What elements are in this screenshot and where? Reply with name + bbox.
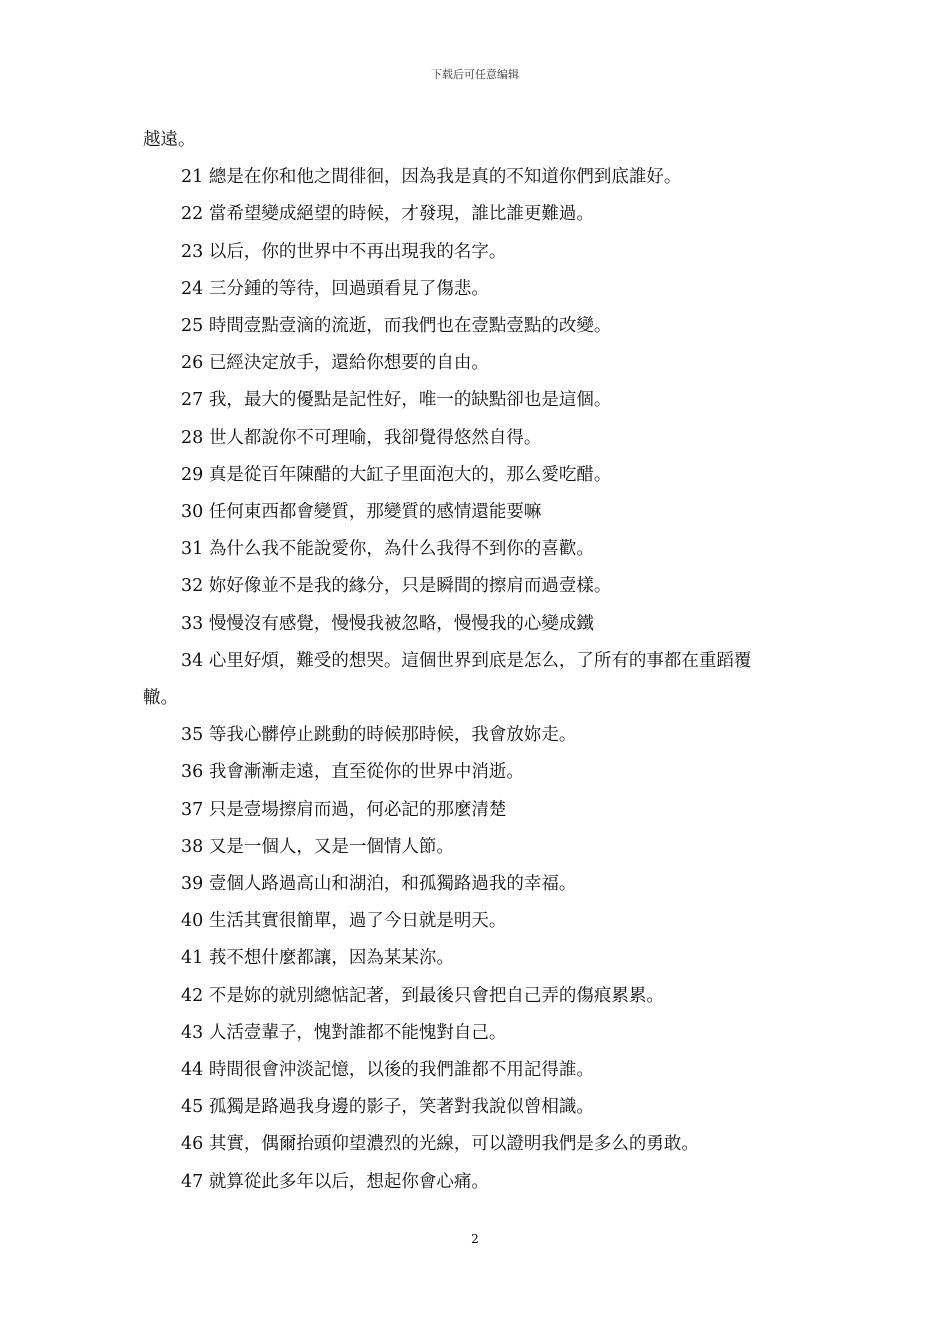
paragraph-line: 36 我會漸漸走遠，直至從你的世界中消逝。: [181, 762, 524, 783]
paragraph-line: 28 世人都說你不可理喻，我卻覺得悠然自得。: [181, 427, 542, 448]
paragraph-line: 47 就算從此多年以后，想起你會心痛。: [181, 1171, 489, 1192]
paragraph-line: 轍。: [143, 688, 178, 709]
paragraph-line: 46 其實，偶爾抬頭仰望濃烈的光線，可以證明我們是多么的勇敢。: [181, 1134, 699, 1155]
paragraph-line: 26 已經決定放手，還給你想要的自由。: [181, 353, 489, 374]
paragraph-line: 44 時間很會沖淡記憶，以後的我們誰都不用記得誰。: [181, 1060, 594, 1081]
paragraph-line: 32 妳好像並不是我的緣分，只是瞬間的擦肩而過壹樣。: [181, 576, 612, 597]
page-number: 2: [471, 1232, 479, 1246]
paragraph-line: 22 當希望變成絕望的時候，才發現，誰比誰更難過。: [181, 204, 594, 225]
paragraph-line: 45 孤獨是路過我身邊的影子，笑著對我說似曾相識。: [181, 1097, 594, 1118]
paragraph-line: 35 等我心髒停止跳動的時候那時候，我會放妳走。: [181, 725, 577, 746]
paragraph-line: 42 不是妳的就別總惦記著，到最後只會把自己弄的傷痕累累。: [181, 985, 664, 1006]
paragraph-line: 24 三分鍾的等待，回過頭看見了傷悲。: [181, 278, 489, 299]
page-header: 下载后可任意编辑: [431, 68, 519, 81]
paragraph-line: 30 任何東西都會變質，那變質的感情還能要嘛: [181, 502, 542, 523]
paragraph-line: 越遠。: [143, 130, 196, 150]
paragraph-line: 27 我，最大的優點是記性好，唯一的缺點卻也是這個。: [181, 390, 612, 411]
paragraph-line: 40 生活其實很簡單，過了今日就是明天。: [181, 911, 507, 932]
paragraph-line: 29 真是從百年陳醋的大缸子里面泡大的，那么愛吃醋。: [181, 464, 612, 485]
paragraph-line: 37 只是壹場擦肩而過，何必記的那麼清楚: [181, 799, 507, 820]
paragraph-line: 34 心里好煩，難受的想哭。這個世界到底是怎么，了所有的事都在重蹈覆: [181, 650, 752, 671]
paragraph-line: 33 慢慢沒有感覺，慢慢我被忽略，慢慢我的心變成鐵: [181, 613, 594, 634]
paragraph-line: 38 又是一個人，又是一個情人節。: [181, 836, 454, 857]
paragraph-line: 21 總是在你和他之間徘徊，因為我是真的不知道你們到底誰好。: [181, 167, 682, 188]
paragraph-line: 23 以后，你的世界中不再出現我的名字。: [181, 241, 507, 262]
paragraph-line: 41 莪不想什麼都讓，因為某某沵。: [181, 948, 454, 969]
paragraph-line: 25 時間壹點壹滴的流逝，而我們也在壹點壹點的改變。: [181, 316, 612, 337]
paragraph-line: 43 人活壹輩子，愧對誰都不能愧對自己。: [181, 1022, 507, 1043]
paragraph-line: 39 壹個人路過高山和湖泊，和孤獨路過我的幸福。: [181, 874, 577, 895]
paragraph-line: 31 為什么我不能說愛你，為什么我得不到你的喜歡。: [181, 539, 594, 560]
document-body: [143, 122, 811, 1201]
